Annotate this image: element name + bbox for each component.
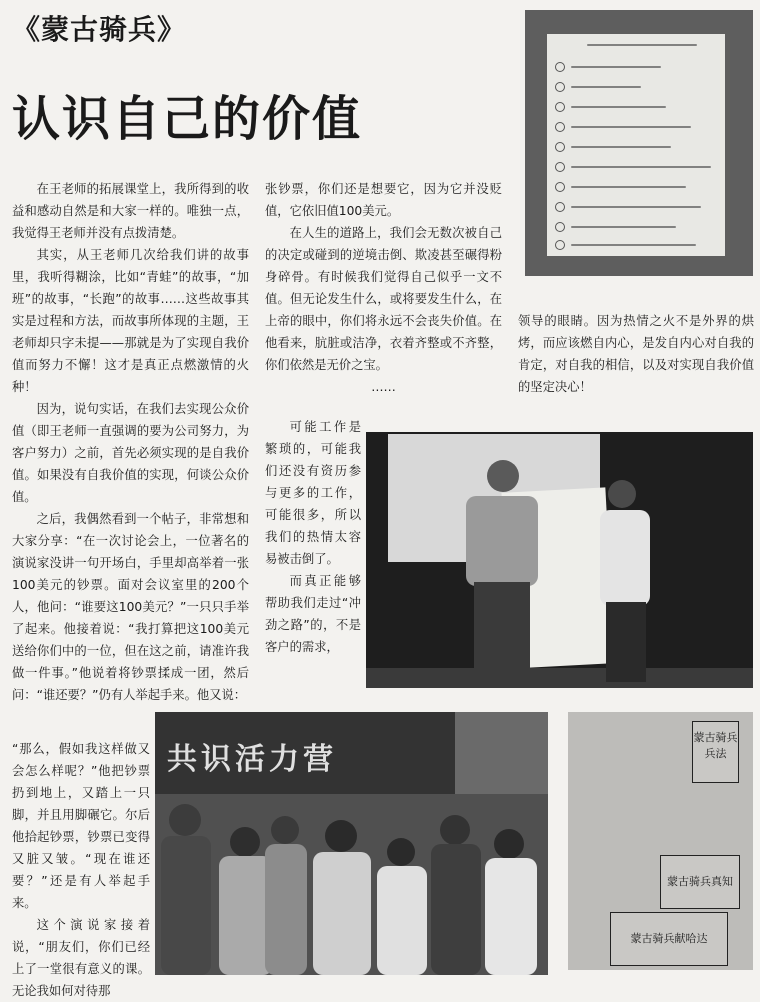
col2-ellipsis: …… — [371, 380, 396, 394]
col2-paragraph-2: 在人生的道路上，我们会无数次被自己的决定或碰到的逆境击倒、欺凌甚至碾得粉身碎骨。有时候我们觉得自己似乎一文不值。但无论发生什么，或将要发生什么，在上帝的眼中，你们将永远不会丧失价值。在他看来，肮脏或洁净，衣着齐整或不齐整，你们依然是无价之宝。 — [265, 226, 502, 372]
sign-zhenzhi: 蒙古骑兵真知 — [660, 855, 740, 909]
col1-paragraph-3: 因为，说句实话，在我们去实现公众价值（即王老师一直强调的要为公司努力，为客户努力）之前，首先必须实现的是自我价值。如果没有自我价值的实现，何谈公众价值。 — [12, 402, 249, 504]
sign-xianhada: 蒙古骑兵献哈达 — [610, 912, 728, 966]
col1-paragraph-1: 在王老师的拓展课堂上，我所得到的收益和感动自然是和大家一样的。唯独一点，我觉得王老师并没有点拨清楚。 — [12, 182, 249, 240]
presentation-photo — [366, 432, 753, 688]
series-title: 《蒙古骑兵》 — [12, 13, 187, 46]
article-column-3 — [518, 310, 754, 398]
signs-panel — [568, 712, 753, 970]
col2-paragraph-3: 可能工作是繁琐的，可能我们还没有资历参与更多的工作，可能很多，所以我们的热情太容易被击倒了。 — [265, 420, 361, 566]
group-photo — [155, 712, 548, 975]
col1-paragraph-4: 之后，我偶然看到一个帖子，非常想和大家分享：“在一次讨论会上，一位著名的演说家没讲一句开场白，手里却高举着一张100美元的钞票。面对会议室里的200个人，他问：“谁要这100美元？”一只只手举了起来。他接着说：“我打算把这100美元送给你们中的一位，但在这之前，请准许我做一件事。”他说着将钞票揉成一团，然后问：“谁还要？”仍有人举起手来。他又说： — [12, 512, 249, 702]
col2-paragraph-1: 张钞票，你们还是想要它，因为它并没贬值，它依旧值100美元。 — [265, 182, 502, 218]
col1-paragraph-6: 这个演说家接着说，“朋友们，你们已经上了一堂很有意义的课。无论我如何对待那 — [12, 918, 150, 998]
handwritten-notes-photo — [525, 10, 753, 276]
col3-paragraph-1: 领导的眼睛。因为热情之火不是外界的烘烤，而应该燃自内心，是发自内心对自我的肯定，对自我的相信，以及对实现自我价值的坚定决心！ — [518, 314, 754, 394]
sign-bingfa: 蒙古骑兵兵法 — [692, 721, 739, 783]
col2-paragraph-4: 而真正能够帮助我们走过“冲劲之路”的，不是客户的需求， — [265, 574, 361, 654]
note-paper — [547, 34, 725, 256]
col1-paragraph-5: “那么，假如我这样做又会怎么样呢？”他把钞票扔到地上，又踏上一只脚，并且用脚碾它。尔后他拾起钞票，钞票已变得又脏又皱。“现在谁还要？”还是有人举起手来。 — [12, 742, 150, 910]
article-headline: 认识自己的价值 — [12, 91, 363, 147]
col1-paragraph-2: 其实，从王老师几次给我们讲的故事里，我听得糊涂，比如“青蛙”的故事，“加班”的故事，“长跑”的故事……这些故事其实是过程和方法，而故事所体现的主题，王老师却只字未提——那就是为了实现自我价值而努力不懈！这才是真正点燃激情的火种！ — [12, 248, 249, 394]
article-column-2 — [265, 178, 502, 398]
article-column-1-lower — [12, 738, 150, 1002]
photo-banner-text: 共识活力营 — [167, 742, 337, 777]
presentation-scene — [366, 432, 753, 688]
article-column-2-narrow — [265, 416, 361, 658]
